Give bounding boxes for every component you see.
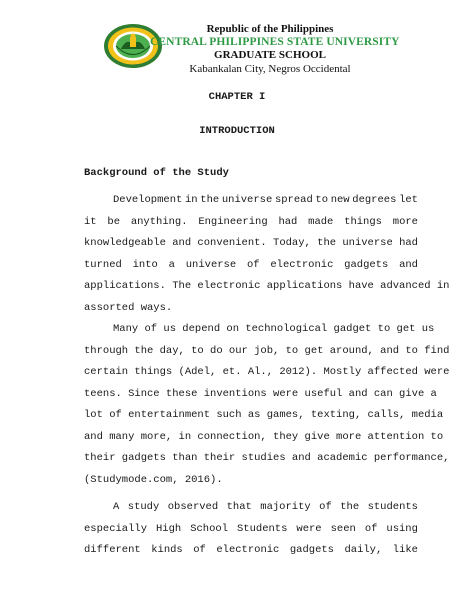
word: let xyxy=(399,194,418,206)
chapter-heading: CHAPTER I xyxy=(208,91,266,103)
word: gadgets xyxy=(344,258,389,271)
word: a xyxy=(168,258,175,271)
word: be xyxy=(107,215,121,228)
word: majority xyxy=(260,501,311,513)
word: students xyxy=(367,501,418,513)
paragraph-3-line-2 xyxy=(84,522,418,536)
word: study xyxy=(127,501,160,513)
word: High xyxy=(156,522,182,535)
word: of xyxy=(246,258,260,271)
paragraph-1-line-3 xyxy=(84,236,418,250)
paragraph-3-line-1 xyxy=(113,500,418,514)
paragraph-1-line-5: applications. The electronic applications have advanced in xyxy=(84,280,450,292)
word: electronic xyxy=(270,258,334,271)
word: in xyxy=(184,194,198,206)
paragraph-2-line-3: certain things (Adel, et. Al., 2012). Mostly affected were xyxy=(84,366,450,378)
paragraph-1-line-6: assorted ways. xyxy=(84,301,173,314)
word: had xyxy=(278,215,298,228)
word: made xyxy=(308,215,334,228)
republic-line: Republic of the Philippines xyxy=(206,23,334,35)
word: and xyxy=(172,237,192,249)
location-line: Kabankalan City, Negros Occidental xyxy=(189,63,351,75)
word: especially xyxy=(84,522,148,535)
word: that xyxy=(226,501,252,513)
section-heading: Background of the Study xyxy=(84,167,229,179)
word: Development xyxy=(113,194,183,206)
word: kinds xyxy=(151,544,183,556)
word: more xyxy=(392,215,418,228)
university-name: CENTRAL PHILIPPINES STATE UNIVERSITY xyxy=(150,36,400,48)
word: electronic xyxy=(216,544,280,556)
paragraph-1-line-2 xyxy=(84,215,418,229)
word: degrees xyxy=(352,194,397,206)
paragraph-2-line-1: Many of us depend on technological gadget to get us xyxy=(113,323,435,335)
word: new xyxy=(330,194,350,206)
word: observed xyxy=(167,501,219,513)
word: of xyxy=(193,544,206,556)
word: Engineering xyxy=(198,215,268,228)
word: Today, xyxy=(273,237,311,249)
word: spread xyxy=(274,194,313,206)
word: seen xyxy=(330,522,356,535)
word: gadgets xyxy=(289,544,334,556)
word: using xyxy=(386,522,418,535)
paragraph-3-line-3 xyxy=(84,543,418,557)
paragraph-2-line-2: through the day, to do our job, to get around, and to find xyxy=(84,344,450,357)
word: were xyxy=(296,522,322,535)
word: into xyxy=(132,258,158,271)
school-name: GRADUATE SCHOOL xyxy=(214,49,326,61)
word: to xyxy=(315,194,329,206)
word: universe xyxy=(185,258,237,271)
word: knowledgeable xyxy=(84,237,166,249)
paragraph-1-line-4 xyxy=(84,258,418,272)
word: universe xyxy=(342,237,393,249)
word: the xyxy=(200,194,220,206)
word: turned xyxy=(84,258,122,271)
chapter-title: INTRODUCTION xyxy=(199,125,275,137)
word: and xyxy=(399,258,418,271)
word: of xyxy=(319,501,332,513)
word: School xyxy=(190,522,229,535)
paragraph-2-line-7: their gadgets than their studies and academic performance, xyxy=(84,452,450,464)
word: daily, xyxy=(344,544,383,556)
word: A xyxy=(113,501,120,513)
word: convenient. xyxy=(197,237,267,249)
paragraph-2-line-5: lot of entertainment such as games, texting, calls, media xyxy=(84,409,444,421)
paragraph-1-line-1 xyxy=(113,193,418,207)
word: it xyxy=(84,215,97,228)
word: of xyxy=(364,522,378,535)
paragraph-2-line-8: (Studymode.com, 2016). xyxy=(84,473,223,486)
word: the xyxy=(340,501,360,513)
word: universe xyxy=(221,194,273,206)
word: anything. xyxy=(130,215,188,228)
word: the xyxy=(317,237,337,249)
word: different xyxy=(84,544,141,556)
word: like xyxy=(392,544,418,556)
word: Students xyxy=(237,522,288,535)
paragraph-2-line-6: and many more, in connection, they give more attention to xyxy=(84,430,444,443)
paragraph-2-line-4: teens. Since these inventions were useful and can give a xyxy=(84,387,437,400)
word: had xyxy=(399,237,418,249)
word: things xyxy=(344,215,382,228)
